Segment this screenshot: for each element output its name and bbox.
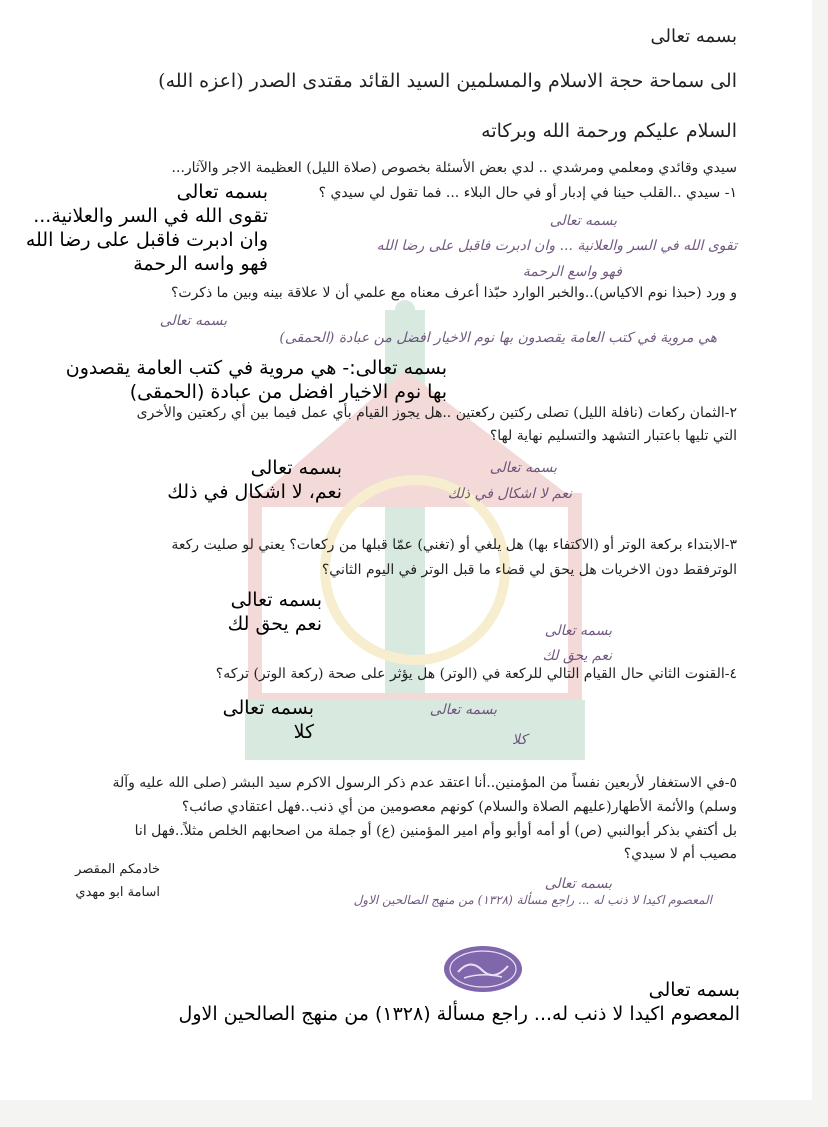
answer-5-basmala: بسمه تعالى — [648, 979, 740, 1001]
signature-closing: خادمكم المقصر — [75, 862, 160, 877]
handwriting-5-line-1: بسمه تعالى — [544, 876, 612, 892]
question-5-line-1: ٥-في الاستغفار لأربعين نفساً من المؤمنين..أنا اعتقد عدم ذكر الرسول الاكرم سيد البشر (صلى الله عليه وآلة — [112, 775, 737, 791]
answer-3-line-1: نعم يحق لك — [227, 613, 322, 635]
handwriting-1b-line-1: بسمه تعالى — [159, 313, 227, 329]
handwriting-4-line-1: بسمه تعالى — [429, 702, 497, 718]
answer-1-basmala: بسمه تعالى — [176, 181, 268, 203]
handwriting-3-line-2: نعم يحق لك — [542, 648, 612, 664]
handwriting-1-line-3: فهو واسع الرحمة — [522, 264, 622, 280]
question-3-line-1: ٣-الابتداء بركعة الوتر أو (الاكتفاء بها) هل يلغي أو (تغني) عمّا قبلها من ركعات؟ يعني لو صليت ركعة — [171, 537, 737, 553]
question-5-line-4: مصيب أم لا سيدي؟ — [623, 846, 737, 862]
question-3-line-2: الوترفقط دون الاخريات هل يحق لي قضاء ما قبل الوتر في اليوم الثاني؟ — [321, 562, 737, 578]
handwriting-2-line-2: نعم لا اشكال في ذلك — [447, 486, 572, 502]
question-2-line-1: ٢-الثمان ركعات (نافلة الليل) تصلى ركتين ركعتين ..هل يجوز القيام بأي عمل فيما بين أي ركعتين والأخرى — [136, 405, 737, 421]
question-2-line-2: التي تليها باعتبار التشهد والتسليم نهاية لها؟ — [489, 428, 737, 444]
answer-2-basmala: بسمه تعالى — [250, 457, 342, 479]
question-1: ١- سيدي ..القلب حينا في إدبار أو في حال البلاء ... فما تقول لي سيدي ؟ — [318, 185, 737, 201]
handwriting-1b-line-2: هي مروية في كتب العامة يقصدون بها نوم الاخيار افضل من عبادة (الحمقى) — [279, 330, 717, 346]
answer-1-line-2: وان ادبرت فاقبل على رضا الله — [25, 229, 268, 251]
answer-1-line-1: تقوى الله في السر والعلانية... — [33, 205, 268, 227]
recipient-line: الى سماحة حجة الاسلام والمسلمين السيد القائد مقتدى الصدر (اعزه الله) — [158, 70, 737, 92]
answer-2-line-1: نعم، لا اشكال في ذلك — [167, 481, 342, 503]
question-4: ٤-القنوت الثاني حال القيام التالي للركعة في (الوتر) هل يؤثر على صحة (ركعة الوتر) تركه؟ — [215, 666, 737, 682]
handwriting-5-line-2: المعصوم اكيدا لا ذنب له ... راجع مسألة (١٣٢٨) من منهج الصالحين الاول — [353, 893, 712, 907]
question-5-line-3: بل أكتفي بذكر أبوالنبي (ص) أو أمه أوأبو وأم امير المؤمنين (ع) أو جملة من اصحابهم الخلص مثلاً..فهل انا — [134, 823, 737, 839]
handwriting-1-line-1: بسمه تعالى — [549, 213, 617, 229]
seal-stamp-icon — [442, 944, 524, 994]
handwriting-3-line-1: بسمه تعالى — [544, 623, 612, 639]
answer-1b-line-2: بها نوم الاخيار افضل من عبادة (الحمقى) — [129, 381, 447, 403]
signature-name: اسامة ابو مهدي — [75, 885, 160, 900]
answer-1-line-3: فهو واسه الرحمة — [133, 253, 268, 275]
answer-5-line-1: المعصوم اكيدا لا ذنب له... راجع مسألة (١٣٢٨) من منهج الصالحين الاول — [178, 1003, 740, 1025]
question-5-line-2: وسلم) والأئمة الأطهار(عليهم الصلاة والسلام) كونهم معصومين من أي ذنب..فهل اعتقادي صائب؟ — [181, 799, 737, 815]
answer-4-basmala: بسمه تعالى — [222, 697, 314, 719]
answer-4-line-1: كلا — [293, 721, 314, 743]
answer-3-basmala: بسمه تعالى — [230, 589, 322, 611]
handwriting-4-line-2: كلا — [511, 732, 527, 748]
handwriting-2-line-1: بسمه تعالى — [489, 460, 557, 476]
basmala-header: بسمه تعالى — [650, 26, 737, 47]
question-1b: و ورد (حبذا نوم الاكياس)..والخبر الوارد حبّذا أعرف معناه مع علمي أن لا علاقة بينه وبين ما ذكرت؟ — [170, 285, 737, 301]
handwriting-1-line-2: تقوى الله في السر والعلانية ... وان ادبرت فاقبل على رضا الله — [376, 238, 737, 254]
greeting-line: السلام عليكم ورحمة الله وبركاته — [481, 120, 737, 142]
intro-line: سيدي وقائدي ومعلمي ومرشدي .. لدي بعض الأسئلة بخصوص (صلاة الليل) العظيمة الاجر والآثار... — [171, 160, 737, 176]
answer-1b-line-1: بسمه تعالى:- هي مروية في كتب العامة يقصدون — [65, 357, 447, 379]
